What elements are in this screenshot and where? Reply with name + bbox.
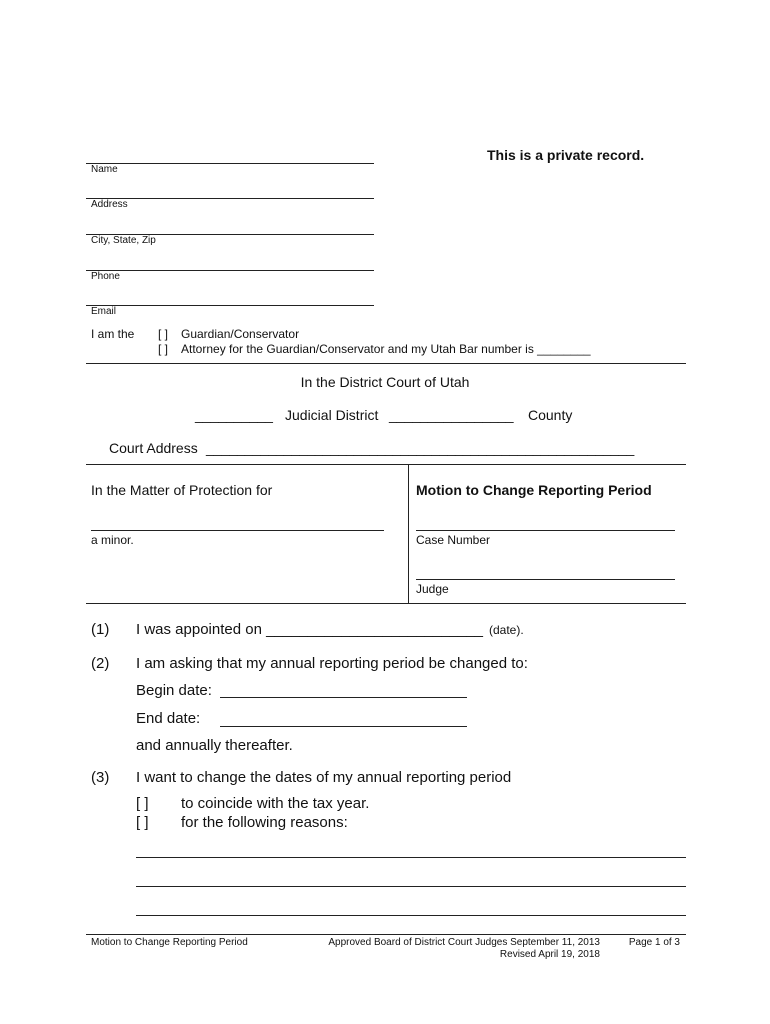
guardian-checkbox[interactable]: [ ] <box>158 327 169 341</box>
end-date-line[interactable] <box>220 726 467 727</box>
reasons-checkbox[interactable]: [ ] <box>136 814 149 831</box>
minor-name-line[interactable] <box>91 530 384 531</box>
role-intro: I am the <box>91 327 135 341</box>
address-label: Address <box>91 199 128 210</box>
city-state-zip-label: City, State, Zip <box>91 235 156 246</box>
matter-label: In the Matter of Protection for <box>91 482 273 498</box>
judge-line[interactable] <box>416 579 675 580</box>
footer-revised: Revised April 19, 2018 <box>499 949 600 960</box>
item2-number: (2) <box>91 655 110 672</box>
email-label: Email <box>91 306 117 317</box>
email-field-line[interactable] <box>86 305 374 306</box>
item2-text: I am asking that my annual reporting period be changed to: <box>136 655 528 672</box>
attorney-checkbox[interactable]: [ ] <box>158 342 169 356</box>
court-address-blank[interactable]: _______________________________________________________ <box>206 440 635 456</box>
motion-title: Motion to Change Reporting Period <box>416 482 652 498</box>
caption-bottom-border <box>86 603 686 604</box>
phone-field-line[interactable] <box>86 270 374 271</box>
begin-date-label: Begin date: <box>136 682 212 699</box>
item1-number: (1) <box>91 621 110 638</box>
court-address-label: Court Address <box>109 440 198 456</box>
name-field-line[interactable] <box>86 163 374 164</box>
begin-date-line[interactable] <box>220 697 467 698</box>
case-number-line[interactable] <box>416 530 675 531</box>
caption-top-border <box>86 464 686 465</box>
footer-divider <box>86 934 686 935</box>
minor-label: a minor. <box>91 533 134 547</box>
tax-year-checkbox[interactable]: [ ] <box>136 795 149 812</box>
reason-line-2[interactable] <box>136 886 686 887</box>
footer-form-title: Motion to Change Reporting Period <box>91 937 248 948</box>
judge-label: Judge <box>416 582 449 596</box>
item3-text: I want to change the dates of my annual reporting period <box>136 769 512 786</box>
county-label: County <box>528 407 573 423</box>
footer-approved: Approved Board of District Court Judges September 11, 2013 <box>328 937 600 948</box>
guardian-option-label: Guardian/Conservator <box>181 327 300 341</box>
phone-label: Phone <box>91 271 120 282</box>
case-number-label: Case Number <box>416 533 491 547</box>
judicial-district-blank[interactable]: __________ <box>195 407 273 423</box>
county-blank[interactable]: ________________ <box>389 407 514 423</box>
reason-line-1[interactable] <box>136 857 686 858</box>
attorney-option-label: Attorney for the Guardian/Conservator and my Utah Bar number is ________ <box>181 342 591 356</box>
address-field-line[interactable] <box>86 198 374 199</box>
reasons-option-label: for the following reasons: <box>181 814 348 831</box>
judicial-district-label: Judicial District <box>285 407 379 423</box>
appointed-date-text[interactable]: I was appointed on __________________________ <box>136 621 483 638</box>
tax-year-option-label: to coincide with the tax year. <box>181 795 370 812</box>
caption-divider <box>408 464 409 603</box>
name-label: Name <box>91 164 118 175</box>
annually-text: and annually thereafter. <box>136 737 293 754</box>
end-date-label: End date: <box>136 710 201 727</box>
private-record-notice: This is a private record. <box>487 147 645 163</box>
item3-number: (3) <box>91 769 110 786</box>
section-divider <box>86 363 686 364</box>
reason-line-3[interactable] <box>136 915 686 916</box>
date-label: (date). <box>489 623 524 637</box>
court-title: In the District Court of Utah <box>300 374 470 390</box>
footer-page-number: Page 1 of 3 <box>628 937 680 948</box>
